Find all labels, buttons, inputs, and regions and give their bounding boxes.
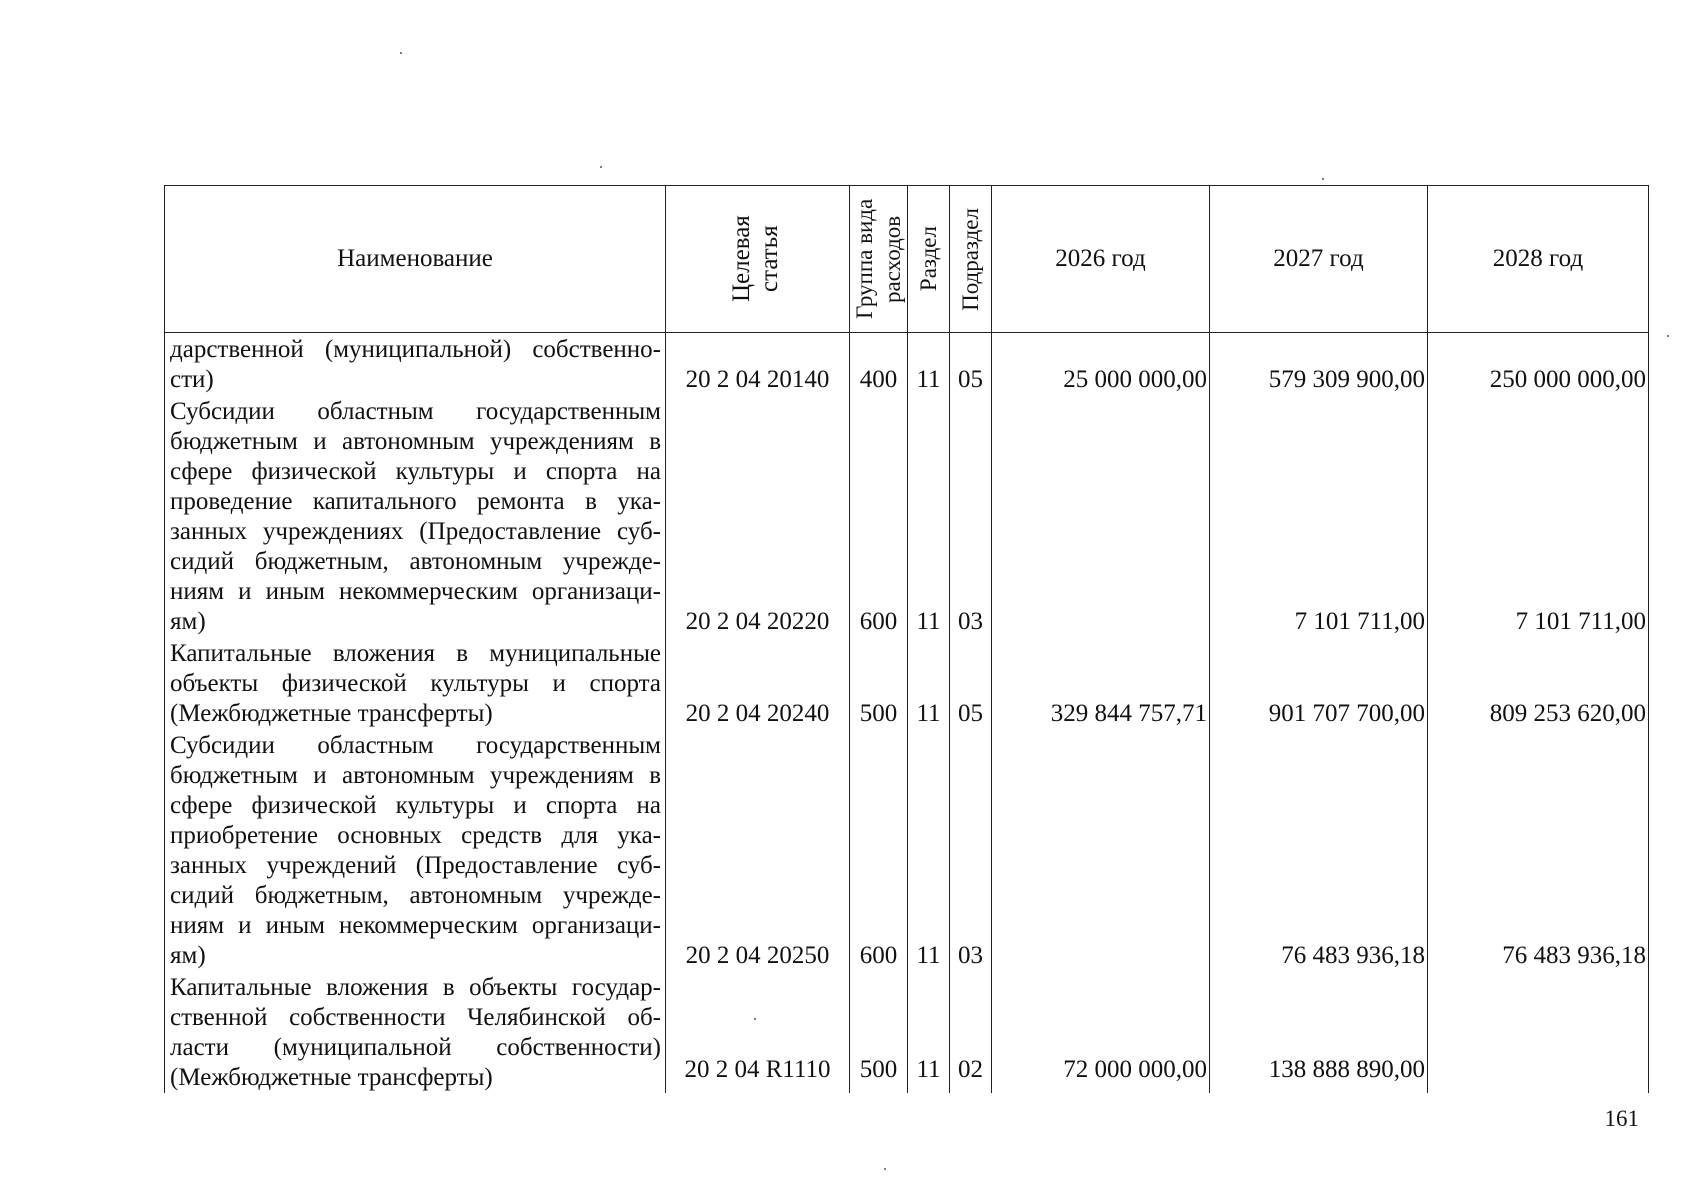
- scan-speck: [600, 166, 602, 168]
- header-2027: [1210, 186, 1428, 333]
- row-2026: [992, 395, 1210, 637]
- row-2028: [1428, 971, 1649, 1093]
- row-code: 20 2 04 20220: [666, 395, 850, 637]
- row-name: Капитальные вложения в объекты государ-ственной собственности Челябинской об-ласти (муниципальной собственности) (Межбюджетные трансферты): [165, 971, 666, 1093]
- header-2028-label: 2028 год: [1492, 245, 1584, 272]
- scan-speck: [400, 52, 402, 54]
- row-code: 20 2 04 R1110: [666, 971, 850, 1093]
- header-2026-label: 2026 год: [1055, 245, 1146, 272]
- scan-speck: [1322, 178, 1324, 180]
- row-2028: 250 000 000,00: [1428, 333, 1649, 396]
- row-name: дарственной (муниципальной) собственно-сти): [165, 333, 666, 396]
- scan-speck: [754, 1018, 756, 1020]
- row-code: 20 2 04 20250: [666, 729, 850, 971]
- row-subsection: 03: [950, 395, 992, 637]
- header-target-article: [666, 186, 850, 333]
- row-group: 500: [850, 971, 908, 1093]
- page-number: 161: [1604, 1106, 1639, 1131]
- scan-speck: [1667, 335, 1669, 337]
- row-code: 20 2 04 20140: [666, 333, 850, 396]
- row-2027: 901 707 700,00: [1210, 637, 1428, 729]
- header-section: [908, 186, 950, 333]
- row-2026: 72 000 000,00: [992, 971, 1210, 1093]
- row-name: Субсидии областным государственным бюджетным и автономным учреждениям в сфере физической культуры и спорта на проведение капитального ремонта в ука-занных учреждениях (Предоставление суб-сидий бюджетным, автономным учрежде-ниям и иным некоммерческим организаци-ям): [165, 395, 666, 637]
- row-section: 11: [908, 971, 950, 1093]
- header-subsection-label: Подраздел: [957, 207, 983, 311]
- row-subsection: 05: [950, 333, 992, 396]
- row-2028: 809 253 620,00: [1428, 637, 1649, 729]
- row-2027: 138 888 890,00: [1210, 971, 1428, 1093]
- row-name: Субсидии областным государственным бюджетным и автономным учреждениям в сфере физической культуры и спорта на приобретение основных средств для ука-занных учреждений (Предоставление суб-сидий бюджетным, автономным учрежде-ниям и иным некоммерческим организаци-ям): [165, 729, 666, 971]
- row-2026: [992, 729, 1210, 971]
- header-2027-label: 2027 год: [1273, 245, 1364, 272]
- table-row: [165, 637, 1649, 729]
- row-name: Капитальные вложения в муниципальные объекты физической культуры и спорта (Межбюджетные трансферты): [165, 637, 666, 729]
- row-2027: 7 101 711,00: [1210, 395, 1428, 637]
- row-subsection: 05: [950, 637, 992, 729]
- budget-table: [164, 185, 1649, 1093]
- header-subsection: [950, 186, 992, 333]
- header-2028: [1428, 186, 1649, 333]
- row-2026: 329 844 757,71: [992, 637, 1210, 729]
- table-row: [165, 729, 1649, 971]
- row-section: 11: [908, 395, 950, 637]
- scan-speck: [884, 1168, 886, 1170]
- row-subsection: 02: [950, 971, 992, 1093]
- row-section: 11: [908, 729, 950, 971]
- row-group: 600: [850, 729, 908, 971]
- row-group: 400: [850, 333, 908, 396]
- row-2026: 25 000 000,00: [992, 333, 1210, 396]
- row-2028: 7 101 711,00: [1428, 395, 1649, 637]
- row-subsection: 03: [950, 729, 992, 971]
- table-row: [165, 333, 1649, 396]
- header-2026: [992, 186, 1210, 333]
- table-row: [165, 971, 1649, 1093]
- header-target-article-label: Целевая статья: [727, 215, 783, 303]
- row-section: 11: [908, 637, 950, 729]
- header-section-label: Раздел: [915, 226, 941, 292]
- header-expense-group: [850, 186, 908, 333]
- header-name: [165, 186, 666, 333]
- table-row: [165, 395, 1649, 637]
- row-group: 500: [850, 637, 908, 729]
- header-name-label: Наименование: [337, 245, 493, 272]
- row-2027: 579 309 900,00: [1210, 333, 1428, 396]
- row-group: 600: [850, 395, 908, 637]
- header-expense-group-label: Группа вида расходов: [851, 198, 905, 320]
- row-section: 11: [908, 333, 950, 396]
- row-2028: 76 483 936,18: [1428, 729, 1649, 971]
- table-header-row: [165, 186, 1649, 333]
- row-2027: 76 483 936,18: [1210, 729, 1428, 971]
- row-code: 20 2 04 20240: [666, 637, 850, 729]
